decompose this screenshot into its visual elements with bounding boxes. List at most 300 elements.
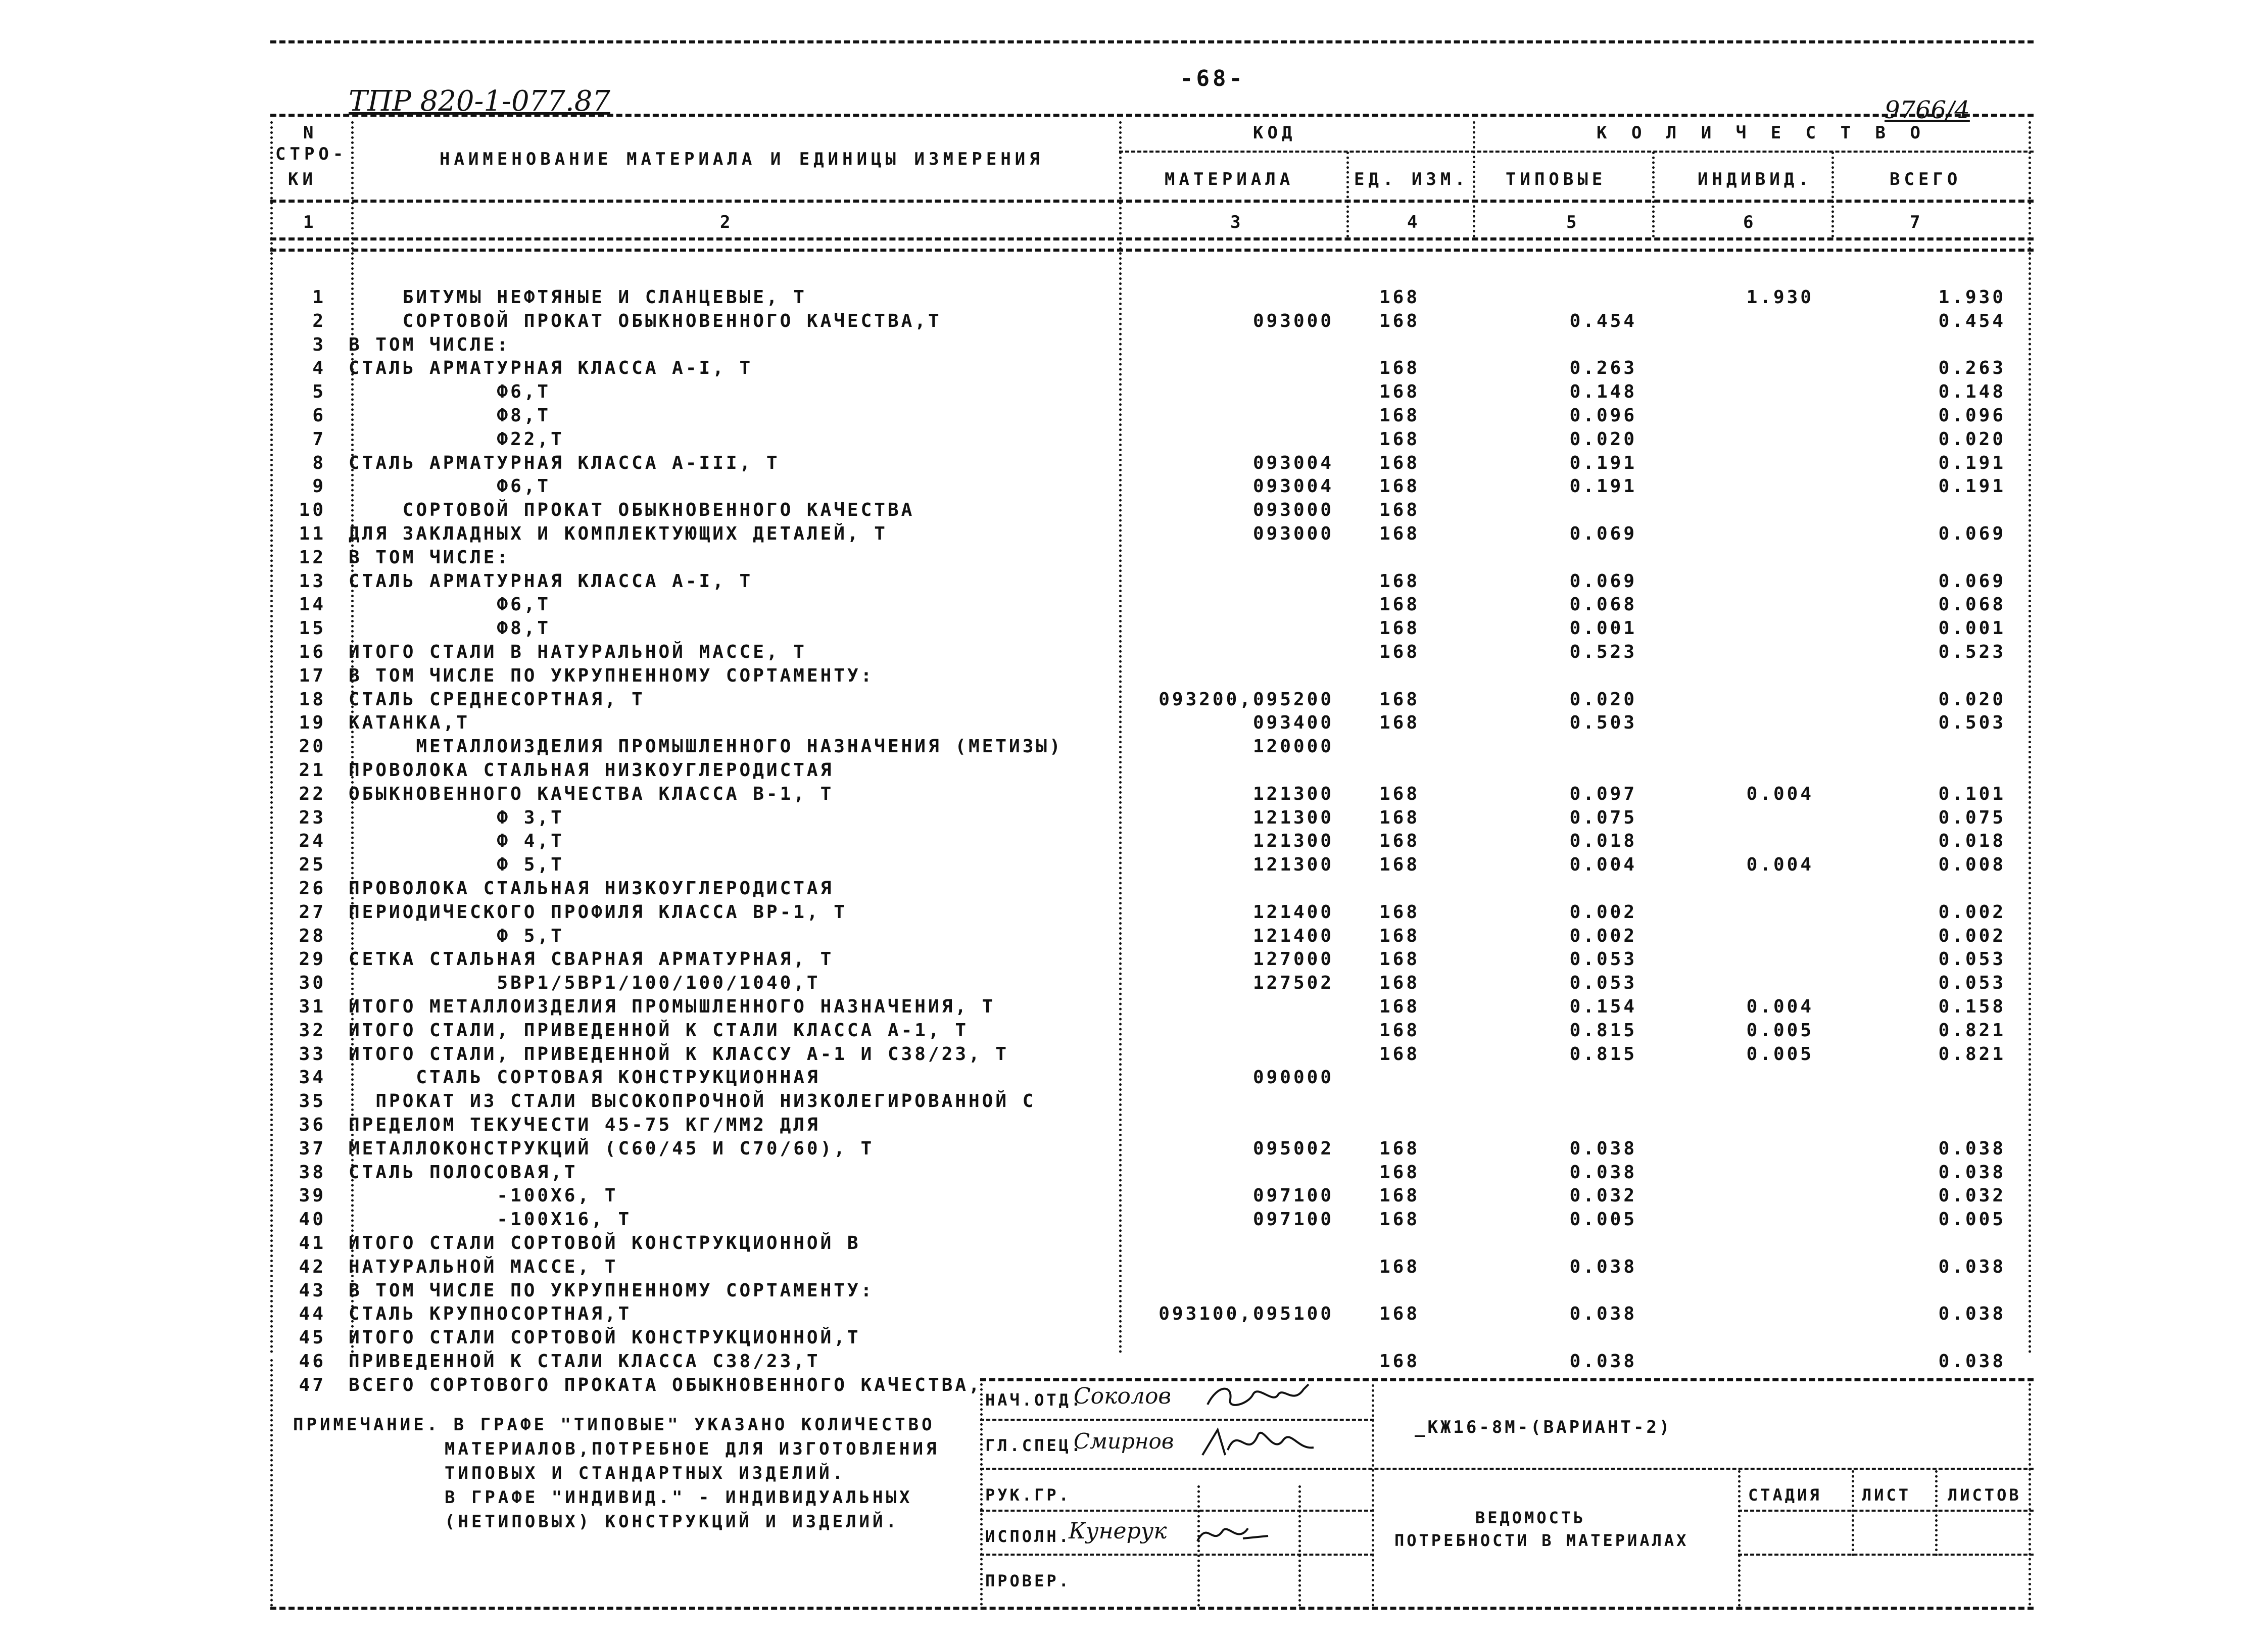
row-unit-code: 168	[1379, 358, 1420, 379]
stamp-executor-label: ИСПОЛН.	[985, 1527, 1071, 1546]
stamp-vsep-3	[1372, 1384, 1374, 1607]
row-qty-typical: 0.263	[1569, 358, 1637, 379]
row-qty-total: 0.038	[1938, 1162, 2006, 1183]
row-unit-code: 168	[1379, 428, 1420, 450]
table-row	[0, 665, 2268, 689]
table-row	[0, 1138, 2268, 1162]
note-line-3: ТИПОВЫХ И СТАНДАРТНЫХ ИЗДЕЛИЙ.	[445, 1463, 846, 1483]
row-number: 35	[299, 1091, 326, 1112]
stamp-vsep-1	[1197, 1485, 1200, 1607]
row-material-name: Ф22,Т	[349, 428, 564, 450]
row-unit-code: 168	[1379, 1043, 1420, 1065]
row-material-name: СТАЛЬ АРМАТУРНАЯ КЛАССА А-III, Т	[349, 452, 780, 473]
table-row	[0, 571, 2268, 594]
bottom-border	[270, 1607, 2034, 1610]
table-row	[0, 523, 2268, 547]
row-material-name: ПРЕДЕЛОМ ТЕКУЧЕСТИ 45-75 КГ/ММ2 ДЛЯ	[349, 1115, 821, 1135]
row-unit-code: 168	[1379, 1185, 1420, 1206]
header-sub-rule	[1119, 151, 2034, 153]
stamp-vsep-5	[1852, 1470, 1854, 1556]
signature-chief-spec	[1197, 1420, 1319, 1465]
stamp-rule-3	[980, 1510, 1374, 1512]
row-number: 24	[299, 831, 326, 852]
row-material-name: Ф8,Т	[349, 618, 551, 639]
stamp-vsep-6	[1935, 1470, 1938, 1556]
col-n-label-3: КИ	[288, 169, 317, 189]
row-qty-total: 0.068	[1938, 594, 2006, 615]
row-material-name: ПЕРИОДИЧЕСКОГО ПРОФИЛЯ КЛАССА ВР-1, Т	[349, 901, 847, 923]
table-row	[0, 760, 2268, 783]
stamp-group-lead-label: РУК.ГР.	[985, 1485, 1071, 1505]
row-number: 2	[312, 310, 326, 331]
table-row	[0, 1115, 2268, 1138]
row-unit-code: 168	[1379, 1351, 1420, 1372]
row-number: 8	[312, 452, 326, 473]
row-unit-code: 168	[1379, 500, 1420, 521]
row-number: 3	[312, 334, 326, 355]
col-num-6: 6	[1743, 212, 1758, 232]
table-row	[0, 1091, 2268, 1114]
row-unit-code: 168	[1379, 381, 1420, 403]
stamp-vsep-right	[2029, 1378, 2031, 1606]
table-row	[0, 736, 2268, 759]
row-material-name: СТАЛЬ АРМАТУРНАЯ КЛАССА А-I, Т	[349, 358, 753, 379]
row-qty-total: 0.032	[1938, 1185, 2006, 1206]
row-unit-code: 168	[1379, 807, 1420, 828]
row-qty-total: 0.191	[1938, 476, 2006, 497]
row-material-name: ОБЫКНОВЕННОГО КАЧЕСТВА КЛАССА В-1, Т	[349, 783, 834, 804]
row-unit-code: 168	[1379, 831, 1420, 852]
row-qty-total: 0.001	[1938, 618, 2006, 639]
row-number: 17	[299, 665, 326, 686]
row-material-name: ПРОВОЛОКА СТАЛЬНАЯ НИЗКОУГЛЕРОДИСТАЯ	[349, 878, 834, 899]
row-material-code: 121300	[1252, 831, 1334, 852]
row-qty-total: 0.020	[1938, 428, 2006, 450]
row-material-name: ПРОВОЛОКА СТАЛЬНАЯ НИЗКОУГЛЕРОДИСТАЯ	[349, 760, 834, 781]
row-unit-code: 168	[1379, 925, 1420, 946]
row-material-name: ПРИВЕДЕННОЙ К СТАЛИ КЛАССА С38/23,Т	[349, 1351, 821, 1372]
row-number: 28	[299, 925, 326, 946]
row-number: 4	[312, 358, 326, 379]
stamp-chief-spec-label: ГЛ.СПЕЦ.	[985, 1436, 1084, 1455]
row-number: 21	[299, 760, 326, 781]
header-top-rule	[270, 114, 2034, 117]
vsep-typ	[1652, 152, 1655, 237]
row-qty-individual: 0.005	[1746, 1020, 1814, 1041]
table-row	[0, 1257, 2268, 1280]
vsep-bottom-left	[270, 1359, 273, 1607]
row-unit-code: 168	[1379, 1304, 1420, 1325]
row-material-name: СТАЛЬ АРМАТУРНАЯ КЛАССА А-I, Т	[349, 570, 753, 592]
row-material-name: СЕТКА СТАЛЬНАЯ СВАРНАЯ АРМАТУРНАЯ, Т	[349, 949, 834, 970]
row-qty-total: 0.018	[1938, 831, 2006, 852]
col-num-2: 2	[720, 212, 735, 232]
table-row	[0, 1233, 2268, 1256]
stamp-chief-spec-name: Смирнов	[1074, 1429, 1174, 1454]
col-qty-individual: ИНДИВИД.	[1698, 169, 1813, 189]
row-unit-code: 168	[1379, 642, 1420, 662]
row-number: 45	[299, 1327, 326, 1348]
row-unit-code: 168	[1379, 712, 1420, 734]
row-qty-total: 0.053	[1938, 973, 2006, 994]
row-qty-total: 1.930	[1938, 287, 2006, 308]
stamp-sheets-label: ЛИСТОВ	[1948, 1485, 2021, 1505]
table-row	[0, 311, 2268, 334]
row-qty-total: 0.263	[1938, 358, 2006, 379]
row-number: 47	[299, 1374, 326, 1395]
row-material-name: В ТОМ ЧИСЛЕ:	[349, 547, 511, 568]
table-row	[0, 831, 2268, 854]
table-row	[0, 1067, 2268, 1090]
stamp-rule-5	[1738, 1510, 2034, 1512]
table-row	[0, 1162, 2268, 1185]
row-qty-typical: 0.038	[1569, 1304, 1637, 1325]
note-line-2: МАТЕРИАЛОВ,ПОТРЕБНОЕ ДЛЯ ИЗГОТОВЛЕНИЯ	[445, 1439, 940, 1459]
header-bottom-rule	[270, 200, 2034, 203]
table-row	[0, 689, 2268, 712]
row-qty-total: 0.038	[1938, 1351, 2006, 1372]
row-qty-individual: 0.005	[1746, 1043, 1814, 1065]
row-number: 6	[312, 405, 326, 426]
table-row	[0, 453, 2268, 476]
row-number: 5	[312, 381, 326, 403]
row-number: 46	[299, 1351, 326, 1372]
row-number: 29	[299, 949, 326, 970]
row-qty-typical: 0.032	[1569, 1185, 1637, 1206]
signature-head-dept	[1202, 1379, 1319, 1415]
row-unit-code: 168	[1379, 996, 1420, 1017]
row-material-code: 121300	[1252, 854, 1334, 876]
row-number: 32	[299, 1020, 326, 1041]
row-number: 10	[299, 500, 326, 521]
row-number: 20	[299, 736, 326, 757]
row-material-code: 097100	[1252, 1185, 1334, 1206]
table-row	[0, 1351, 2268, 1374]
row-material-name: ИТОГО СТАЛИ СОРТОВОЙ КОНСТРУКЦИОННОЙ,Т	[349, 1327, 861, 1348]
stamp-vsep-4	[1738, 1470, 1741, 1607]
row-material-name: ИТОГО СТАЛИ, ПРИВЕДЕННОЙ К СТАЛИ КЛАССА А-1, Т	[349, 1020, 969, 1041]
row-unit-code: 168	[1379, 783, 1420, 804]
row-qty-typical: 0.038	[1569, 1138, 1637, 1159]
row-unit-code: 168	[1379, 901, 1420, 923]
row-qty-total: 0.821	[1938, 1020, 2006, 1041]
row-number: 44	[299, 1304, 326, 1325]
table-row	[0, 381, 2268, 405]
row-material-name: 5ВР1/5ВР1/100/100/1040,Т	[349, 973, 821, 994]
row-qty-total: 0.038	[1938, 1304, 2006, 1325]
row-qty-total: 0.069	[1938, 570, 2006, 592]
row-qty-total: 0.038	[1938, 1138, 2006, 1159]
row-number: 33	[299, 1043, 326, 1065]
page-number: -68-	[1180, 66, 1245, 91]
row-number: 37	[299, 1138, 326, 1159]
row-unit-code: 168	[1379, 854, 1420, 876]
vsep-code	[1346, 152, 1349, 237]
row-number: 22	[299, 783, 326, 804]
table-row	[0, 712, 2268, 736]
row-number: 31	[299, 996, 326, 1017]
doc-code: ТПР 820-1-077.87	[349, 85, 610, 118]
numbers-rule-2	[270, 249, 2034, 252]
row-number: 26	[299, 878, 326, 899]
table-row	[0, 594, 2268, 617]
table-row	[0, 784, 2268, 807]
row-material-name: -100Х16, Т	[349, 1209, 632, 1230]
row-number: 27	[299, 901, 326, 923]
col-n-label-2: СТРО-	[275, 144, 348, 164]
row-unit-code: 168	[1379, 570, 1420, 592]
row-material-code: 093000	[1252, 310, 1334, 331]
row-qty-total: 0.053	[1938, 949, 2006, 970]
row-qty-typical: 0.020	[1569, 428, 1637, 450]
table-row	[0, 405, 2268, 428]
row-material-code: 121400	[1252, 925, 1334, 946]
col-num-3: 3	[1230, 212, 1245, 232]
row-qty-total: 0.191	[1938, 452, 2006, 473]
row-material-name: Ф8,Т	[349, 405, 551, 426]
table-row	[0, 996, 2268, 1020]
row-qty-typical: 0.068	[1569, 594, 1637, 615]
row-material-code: 121300	[1252, 783, 1334, 804]
table-row	[0, 642, 2268, 665]
row-qty-total: 0.523	[1938, 642, 2006, 662]
stamp-top-rule	[980, 1378, 2034, 1381]
row-qty-typical: 0.020	[1569, 689, 1637, 710]
table-row	[0, 949, 2268, 972]
col-num-7: 7	[1910, 212, 1924, 232]
row-material-name: В ТОМ ЧИСЛЕ ПО УКРУПНЕННОМУ СОРТАМЕНТУ:	[349, 1280, 875, 1301]
row-number: 13	[299, 570, 326, 592]
row-qty-individual: 0.004	[1746, 996, 1814, 1017]
row-number: 34	[299, 1067, 326, 1088]
row-qty-typical: 0.001	[1569, 618, 1637, 639]
row-qty-total: 0.002	[1938, 901, 2006, 923]
row-material-name: ИТОГО СТАЛИ В НАТУРАЛЬНОЙ МАССЕ, Т	[349, 642, 807, 662]
row-material-code: 093004	[1252, 452, 1334, 473]
table-row	[0, 1044, 2268, 1067]
row-qty-typical: 0.191	[1569, 452, 1637, 473]
table-row	[0, 1280, 2268, 1304]
vsep-unit	[1473, 121, 1475, 237]
row-qty-typical: 0.018	[1569, 831, 1637, 852]
row-material-name: КАТАНКА,Т	[349, 712, 470, 734]
col-qty-typical: ТИПОВЫЕ	[1506, 169, 1607, 189]
row-number: 18	[299, 689, 326, 710]
row-qty-typical: 0.069	[1569, 570, 1637, 592]
col-num-4: 4	[1407, 212, 1422, 232]
row-material-name: ИТОГО СТАЛИ СОРТОВОЙ КОНСТРУКЦИОННОЙ В	[349, 1233, 861, 1253]
row-number: 42	[299, 1256, 326, 1277]
row-qty-typical: 0.154	[1569, 996, 1637, 1017]
note-line-5: (НЕТИПОВЫХ) КОНСТРУКЦИЙ И ИЗДЕЛИЙ.	[445, 1512, 899, 1532]
row-number: 14	[299, 594, 326, 615]
row-unit-code: 168	[1379, 689, 1420, 710]
table-row	[0, 429, 2268, 452]
row-qty-typical: 0.815	[1569, 1020, 1637, 1041]
row-qty-typical: 0.004	[1569, 854, 1637, 876]
table-row	[0, 358, 2268, 381]
stamp-executor-name: Кунерук	[1069, 1518, 1167, 1544]
row-number: 41	[299, 1233, 326, 1253]
row-unit-code: 168	[1379, 973, 1420, 994]
row-number: 11	[299, 523, 326, 544]
row-number: 15	[299, 618, 326, 639]
row-unit-code: 168	[1379, 594, 1420, 615]
row-qty-total: 0.454	[1938, 310, 2006, 331]
row-material-name: Ф6,Т	[349, 594, 551, 615]
row-material-name: МЕТАЛЛОИЗДЕЛИЯ ПРОМЫШЛЕННОГО НАЗНАЧЕНИЯ (МЕТИЗЫ)	[349, 736, 1063, 757]
row-unit-code: 168	[1379, 618, 1420, 639]
row-qty-typical: 0.002	[1569, 901, 1637, 923]
row-material-name: Ф 5,Т	[349, 854, 564, 876]
row-material-name: Ф 3,Т	[349, 807, 564, 828]
row-material-name: -100Х6, Т	[349, 1185, 618, 1206]
row-unit-code: 168	[1379, 1209, 1420, 1230]
row-qty-typical: 0.523	[1569, 642, 1637, 662]
row-qty-typical: 0.815	[1569, 1043, 1637, 1065]
numbers-rule-1	[270, 237, 2034, 240]
table-row	[0, 807, 2268, 831]
row-qty-total: 0.020	[1938, 689, 2006, 710]
row-number: 39	[299, 1185, 326, 1206]
table-row	[0, 926, 2268, 949]
row-unit-code: 168	[1379, 1162, 1420, 1183]
row-material-name: СТАЛЬ СОРТОВАЯ КОНСТРУКЦИОННАЯ	[349, 1067, 821, 1088]
row-qty-typical: 0.053	[1569, 949, 1637, 970]
row-material-code: 127502	[1252, 973, 1334, 994]
row-material-code: 097100	[1252, 1209, 1334, 1230]
row-number: 38	[299, 1162, 326, 1183]
stamp-title-line-2: ПОТРЕБНОСТИ В МАТЕРИАЛАХ	[1394, 1531, 1689, 1550]
row-qty-typical: 0.454	[1569, 310, 1637, 331]
stamp-rule-4	[980, 1554, 1374, 1556]
table-row	[0, 334, 2268, 358]
row-qty-individual: 0.004	[1746, 854, 1814, 876]
table-row	[0, 1020, 2268, 1043]
row-material-name: ПРОКАТ ИЗ СТАЛИ ВЫСОКОПРОЧНОЙ НИЗКОЛЕГИРОВАННОЙ С	[349, 1091, 1036, 1112]
table-row	[0, 547, 2268, 570]
row-material-name: ИТОГО МЕТАЛЛОИЗДЕЛИЯ ПРОМЫШЛЕННОГО НАЗНАЧЕНИЯ, Т	[349, 996, 996, 1017]
row-qty-typical: 0.038	[1569, 1351, 1637, 1372]
row-qty-typical: 0.503	[1569, 712, 1637, 734]
row-material-name: Ф 5,Т	[349, 925, 564, 946]
row-qty-typical: 0.069	[1569, 523, 1637, 544]
row-qty-typical: 0.005	[1569, 1209, 1637, 1230]
row-material-name: БИТУМЫ НЕФТЯНЫЕ И СЛАНЦЕВЫЕ, Т	[349, 287, 807, 308]
row-qty-typical: 0.096	[1569, 405, 1637, 426]
row-material-name: Ф6,Т	[349, 381, 551, 403]
stamp-head-dept-name: Соколов	[1074, 1383, 1172, 1409]
row-material-code: 093400	[1252, 712, 1334, 734]
row-material-name: Ф6,Т	[349, 476, 551, 497]
row-unit-code: 168	[1379, 1256, 1420, 1277]
signature-executor	[1192, 1516, 1273, 1551]
row-qty-typical: 0.097	[1569, 783, 1637, 804]
row-material-name: ВСЕГО СОРТОВОГО ПРОКАТА ОБЫКНОВЕННОГО КАЧЕСТВА,	[349, 1374, 982, 1395]
table-row	[0, 476, 2268, 499]
table-row	[0, 1327, 2268, 1350]
row-qty-individual: 0.004	[1746, 783, 1814, 804]
row-material-code: 093200,095200	[1159, 689, 1334, 710]
row-material-code: 093000	[1252, 523, 1334, 544]
row-material-code: 095002	[1252, 1138, 1334, 1159]
row-material-name: Ф 4,Т	[349, 831, 564, 852]
col-num-1: 1	[303, 212, 318, 232]
row-number: 12	[299, 547, 326, 568]
table-row	[0, 287, 2268, 310]
row-qty-total: 0.038	[1938, 1256, 2006, 1277]
row-qty-typical: 0.148	[1569, 381, 1637, 403]
row-qty-total: 0.503	[1938, 712, 2006, 734]
stamp-vsep-2	[1298, 1485, 1301, 1607]
stamp-title-line-1: ВЕДОМОСТЬ	[1475, 1508, 1586, 1527]
col-name-header: НАИМЕНОВАНИЕ МАТЕРИАЛА И ЕДИНИЦЫ ИЗМЕРЕНИЯ	[440, 149, 1044, 169]
row-unit-code: 168	[1379, 523, 1420, 544]
album-code: 9766/4	[1885, 96, 1970, 124]
col-n-label-1: N	[303, 123, 318, 143]
row-material-code: 090000	[1252, 1067, 1334, 1088]
row-material-name: ДЛЯ ЗАКЛАДНЫХ И КОМПЛЕКТУЮЩИХ ДЕТАЛЕЙ, Т	[349, 523, 888, 544]
row-material-name: СОРТОВОЙ ПРОКАТ ОБЫКНОВЕННОГО КАЧЕСТВА,Т	[349, 310, 942, 331]
row-number: 30	[299, 973, 326, 994]
row-number: 9	[312, 476, 326, 497]
row-material-code: 093000	[1252, 500, 1334, 521]
table-row	[0, 500, 2268, 523]
row-material-name: МЕТАЛЛОКОНСТРУКЦИЙ (С60/45 И С70/60), Т	[349, 1138, 875, 1159]
row-material-name: СТАЛЬ СРЕДНЕСОРТНАЯ, Т	[349, 689, 645, 710]
table-row	[0, 1209, 2268, 1232]
table-row	[0, 878, 2268, 901]
top-border	[270, 40, 2034, 43]
vsep-stamp-left	[980, 1378, 983, 1606]
row-material-name: ИТОГО СТАЛИ, ПРИВЕДЕННОЙ К КЛАССУ А-1 И С38/23, Т	[349, 1043, 1009, 1065]
row-material-name: СТАЛЬ ПОЛОСОВАЯ,Т	[349, 1162, 578, 1183]
stamp-sheet-label: ЛИСТ	[1862, 1485, 1911, 1505]
row-qty-total: 0.005	[1938, 1209, 2006, 1230]
row-number: 23	[299, 807, 326, 828]
row-qty-total: 0.002	[1938, 925, 2006, 946]
row-qty-total: 0.101	[1938, 783, 2006, 804]
stamp-checker-label: ПРОВЕР.	[985, 1571, 1071, 1590]
table-row	[0, 1185, 2268, 1209]
row-material-name: В ТОМ ЧИСЛЕ:	[349, 334, 511, 355]
col-num-5: 5	[1566, 212, 1581, 232]
row-material-name: СОРТОВОЙ ПРОКАТ ОБЫКНОВЕННОГО КАЧЕСТВА	[349, 500, 915, 521]
note-line-4: В ГРАФЕ "ИНДИВИД." - ИНДИВИДУАЛЬНЫХ	[445, 1487, 913, 1508]
row-number: 7	[312, 428, 326, 450]
row-number: 25	[299, 854, 326, 876]
row-qty-total: 0.821	[1938, 1043, 2006, 1065]
row-qty-total: 0.148	[1938, 381, 2006, 403]
row-unit-code: 168	[1379, 452, 1420, 473]
stamp-head-dept-label: НАЧ.ОТД.	[985, 1390, 1084, 1410]
row-material-code: 093004	[1252, 476, 1334, 497]
row-unit-code: 168	[1379, 310, 1420, 331]
row-qty-total: 0.069	[1938, 523, 2006, 544]
row-unit-code: 168	[1379, 405, 1420, 426]
row-material-name: СТАЛЬ КРУПНОСОРТНАЯ,Т	[349, 1304, 632, 1325]
row-qty-typical: 0.053	[1569, 973, 1637, 994]
table-row	[0, 854, 2268, 878]
row-qty-typical: 0.075	[1569, 807, 1637, 828]
row-qty-typical: 0.191	[1569, 476, 1637, 497]
row-qty-total: 0.075	[1938, 807, 2006, 828]
row-qty-total: 0.096	[1938, 405, 2006, 426]
row-number: 36	[299, 1115, 326, 1135]
col-qty-total: ВСЕГО	[1890, 169, 1962, 189]
row-unit-code: 168	[1379, 476, 1420, 497]
col-qty-header: К О Л И Ч Е С Т В О	[1597, 123, 1927, 143]
